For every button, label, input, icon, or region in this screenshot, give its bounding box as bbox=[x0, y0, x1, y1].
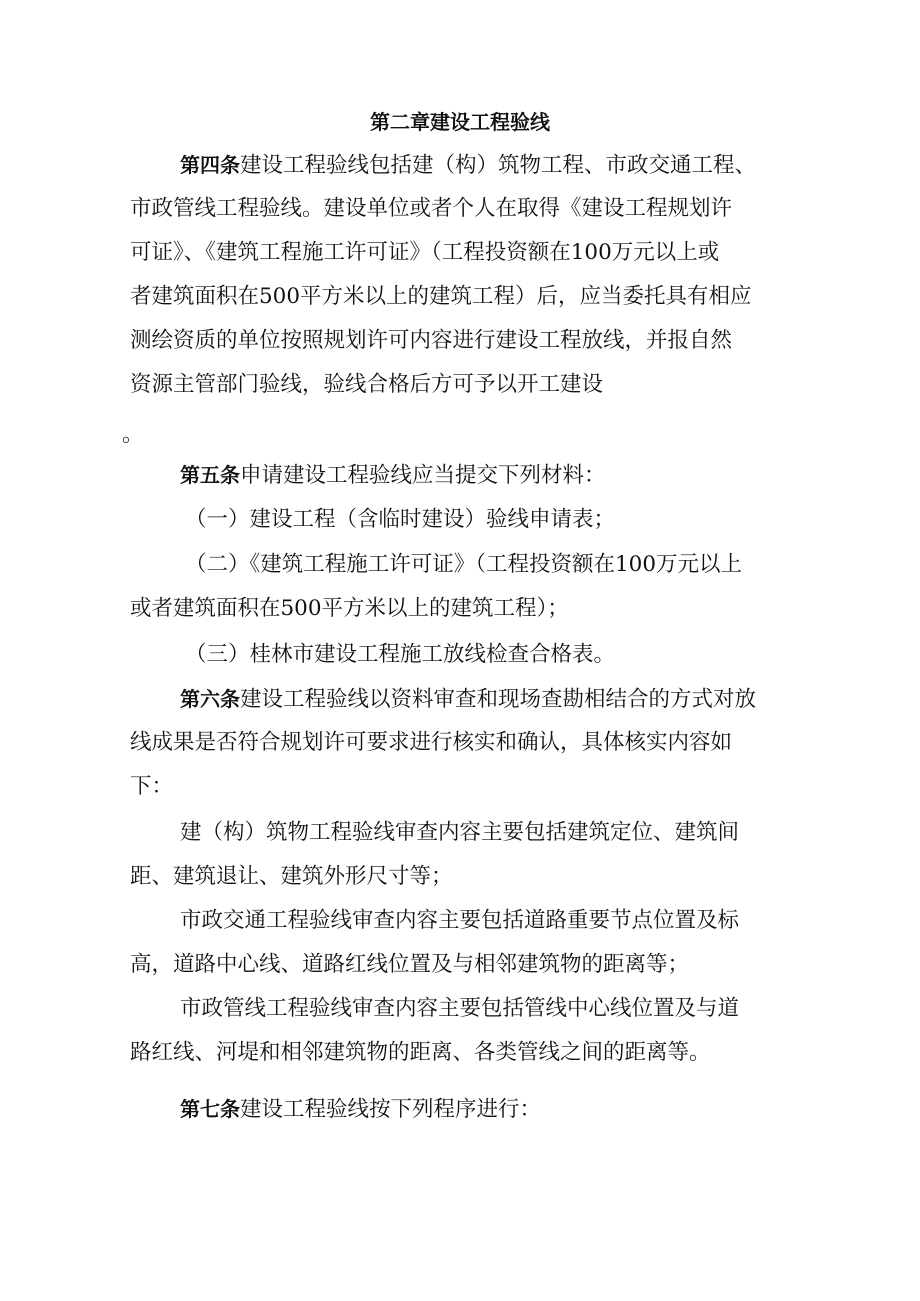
article-5-label: 第五条 bbox=[180, 463, 240, 487]
article-7-line-1 bbox=[180, 1094, 920, 1125]
article-4-line-6: 资源主管部门验线，验线合格后方可予以开工建设 bbox=[130, 372, 604, 397]
article-7-label: 第七条 bbox=[180, 1097, 240, 1121]
article-6-para-3-line-2: 高，道路中心线、道路红线位置及与相邻建筑物的距离等； bbox=[130, 952, 690, 977]
article-6-text-1: 建设工程验线以资料审查和现场查勘相结合的方式对放 bbox=[240, 687, 757, 712]
article-4-line-5: 测绘资质的单位按照规划许可内容进行建设工程放线，并报自然 bbox=[130, 328, 733, 353]
article-6-para-2-line-2: 距、建筑退让、建筑外形尺寸等； bbox=[130, 864, 453, 889]
article-6-line-1 bbox=[180, 684, 920, 715]
article-4-end-mark: 。 bbox=[122, 422, 144, 447]
article-6-line-2: 线成果是否符合规划许可要求进行核实和确认，具体核实内容如 bbox=[130, 730, 733, 755]
article-6-para-2-line-1: 建（构）筑物工程验线审查内容主要包括建筑定位、建筑间 bbox=[180, 820, 740, 845]
article-6-label: 第六条 bbox=[180, 687, 240, 711]
article-4-text-1: 建设工程验线包括建（构）筑物工程、市政交通工程、 bbox=[240, 153, 757, 178]
article-6-para-4-line-1: 市政管线工程验线审查内容主要包括管线中心线位置及与道 bbox=[180, 996, 740, 1021]
chapter-title: 第二章建设工程验线 bbox=[370, 110, 550, 134]
article-4-line-2: 市政管线工程验线。建设单位或者个人在取得《建设工程规划许 bbox=[130, 196, 733, 221]
article-6-para-3-line-1: 市政交通工程验线审查内容主要包括道路重要节点位置及标 bbox=[180, 908, 740, 933]
article-4-line-1 bbox=[180, 150, 920, 181]
article-6-line-3: 下： bbox=[130, 774, 174, 799]
article-7-text-1: 建设工程验线按下列程序进行： bbox=[240, 1097, 542, 1122]
article-5-item-2-line-1: （二）《建筑工程施工许可证》（工程投资额在100万元以上 bbox=[185, 552, 743, 577]
article-5-item-3: （三）桂林市建设工程施工放线检查合格表。 bbox=[185, 642, 616, 667]
article-6-para-4-line-2: 路红线、河堤和相邻建筑物的距离、各类管线之间的距离等。 bbox=[130, 1040, 711, 1065]
article-5-item-2-line-2: 或者建筑面积在500平方米以上的建筑工程）； bbox=[130, 596, 569, 621]
article-4-line-3: 可证》、《建筑工程施工许可证》（工程投资额在100万元以上或 bbox=[130, 240, 720, 265]
article-5-text-1: 申请建设工程验线应当提交下列材料： bbox=[240, 463, 606, 488]
article-5-item-1: （一）建设工程（含临时建设）验线申请表； bbox=[185, 507, 616, 532]
article-4-label: 第四条 bbox=[180, 153, 240, 177]
article-5-line-1 bbox=[180, 460, 920, 491]
article-4-line-4: 者建筑面积在500平方米以上的建筑工程）后，应当委托具有相应 bbox=[130, 284, 752, 309]
